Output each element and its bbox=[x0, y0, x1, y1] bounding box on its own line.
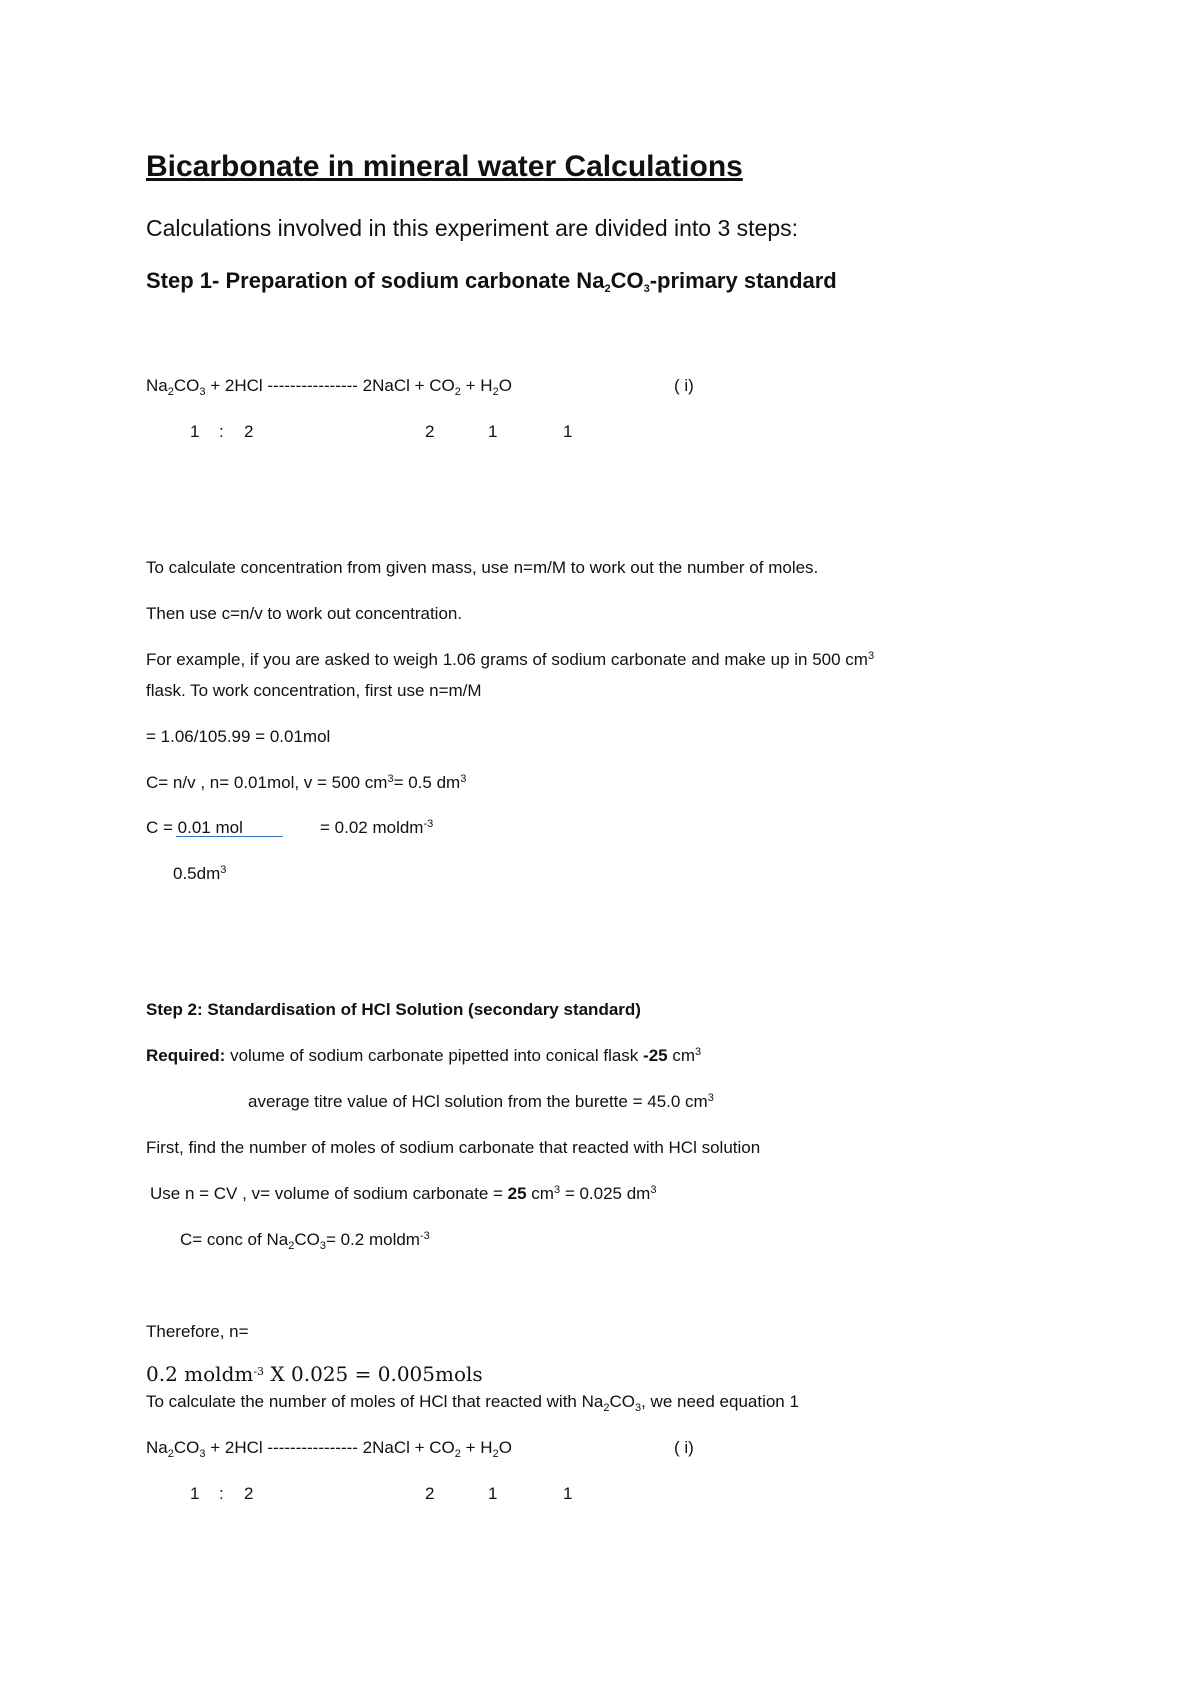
concentration-denominator: $0.5dm^3$ bbox=[173, 864, 227, 883]
paragraph-line: To calculate the number of moles of HCl that reacted with $Na_2CO_3$, we need equation 1 bbox=[146, 1392, 799, 1414]
mole-ratio-repeat: 1 : 2 2 1 1 bbox=[190, 1484, 573, 1503]
equation-i: $Na_2CO_3 + 2HCl$ ---------------- 2NaCl + $CO_2 + H_2O$ bbox=[146, 376, 512, 398]
concentration-result: = 0.02 moldm$^{-3}$ bbox=[320, 818, 434, 837]
paragraph-line: flask. To work concentration, first use n=m/M bbox=[146, 681, 482, 700]
fraction-bar bbox=[176, 836, 283, 837]
paragraph-line: Use n = CV , v= volume of sodium carbonate = 25 $cm^3 = 0.025$ $dm^3$ bbox=[150, 1184, 657, 1203]
equation-i-repeat: $Na_2CO_3 + 2HCl$ ---------------- 2NaCl + $CO_2 + H_2O$ bbox=[146, 1438, 512, 1460]
paragraph-line: Then use c=n/v to work out concentration. bbox=[146, 604, 463, 623]
mole-ratio: 1 : 2 2 1 1 bbox=[190, 422, 573, 441]
step2-heading: Step 2: Standardisation of HCl Solution (secondary standard) bbox=[146, 1000, 641, 1019]
paragraph-line: C= conc of $Na_2CO_3= 0.2$ moldm$^{-3}$ bbox=[180, 1230, 430, 1252]
step1-heading: Step 1- Preparation of sodium carbonate $Na_2CO_3$-primary standard bbox=[146, 268, 837, 295]
intro-text: Calculations involved in this experiment are divided into 3 steps: bbox=[146, 215, 799, 241]
math-equation: 0.2 moldm$^{-3}$ X 0.025 = 0.005mols bbox=[146, 1362, 483, 1386]
equation-tag: ( i) bbox=[674, 376, 694, 395]
paragraph-line: For example, if you are asked to weigh 1.06 grams of sodium carbonate and make up in 500 $cm^3$ bbox=[146, 650, 875, 669]
paragraph-line: C= n/v , n= 0.01mol, v = 500 $cm^3= 0.5$ $dm^3$ bbox=[146, 773, 467, 792]
paragraph-line: Therefore, n= bbox=[146, 1322, 249, 1341]
paragraph-line: = 1.06/105.99 = 0.01mol bbox=[146, 727, 331, 746]
concentration-numerator: C = 0.01 mol bbox=[146, 818, 243, 837]
average-titre-line: average titre value of HCl solution from the burette = 45.0 $cm^3$ bbox=[248, 1092, 714, 1111]
equation-tag-repeat: ( i) bbox=[674, 1438, 694, 1457]
paragraph-line: First, find the number of moles of sodium carbonate that reacted with HCl solution bbox=[146, 1138, 761, 1157]
document-title: Bicarbonate in mineral water Calculations bbox=[146, 150, 743, 183]
required-line: Required: volume of sodium carbonate pipetted into conical flask -25 $cm^3$ bbox=[146, 1046, 702, 1065]
paragraph-line: To calculate concentration from given mass, use n=m/M to work out the number of moles. bbox=[146, 558, 819, 577]
